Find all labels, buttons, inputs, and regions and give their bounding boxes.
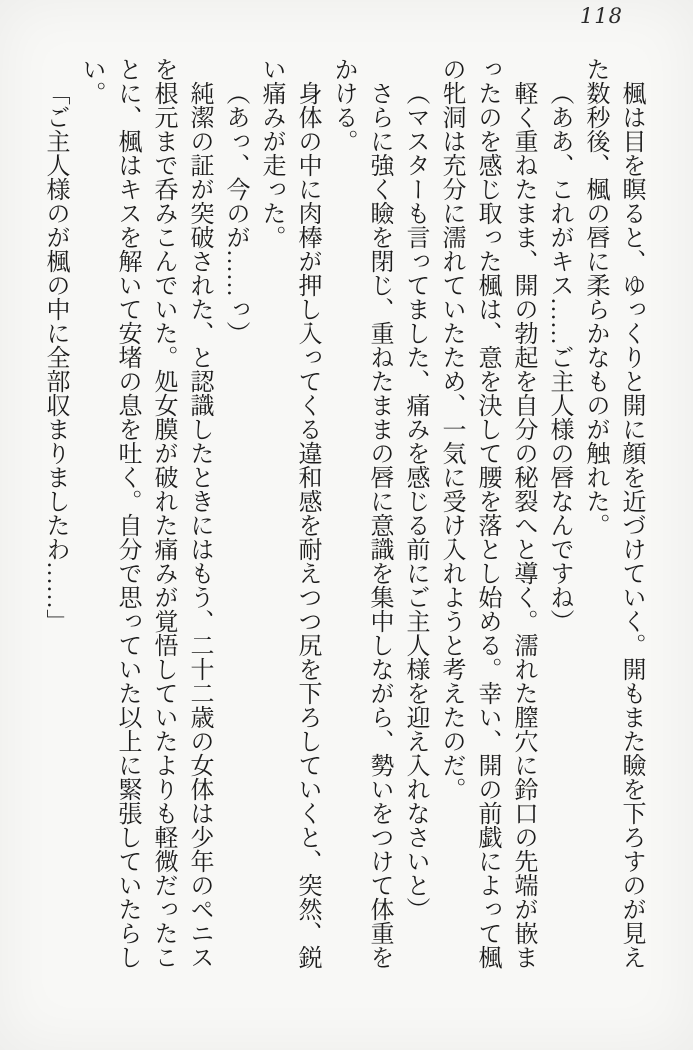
paragraph: 身体の中に肉棒が押し入ってくる違和感を耐えつつ尻を下ろしていくと、突然、鋭い痛みが走った。: [258, 57, 320, 969]
paragraph: 純潔の証が突破された、と認識したときにはもう、二十二歳の女体は少年のペニスを根元まで呑みこんでいた。処女膜が破れた痛みが覚悟していたよりも軽微だったことに、楓はキスを解いて安堵の息を吐く。自分で思っていた以上に緊張していたらしい。: [78, 57, 212, 969]
paragraph-dialogue: 「ご主人様のが楓の中に全部収まりましたわ……」: [42, 81, 68, 633]
page-number: 118: [579, 4, 623, 28]
paragraph-inner-monologue: （マスターも言ってました、痛みを感じる前にご主人様を迎え入れなさいと）: [402, 81, 428, 921]
paragraph: さらに強く瞼を閉じ、重ねたままの唇に意識を集中しながら、勢いをつけて体重をかける。: [330, 57, 392, 969]
paragraph: 軽く重ねたまま、開の勃起を自分の秘裂へと導く。濡れた膣穴に鈴口の先端が嵌まったのを感じ取った楓は、意を決して腰を落とし始める。幸い、開の前戯によって楓の牝洞は充分に濡れていたため、一気に受け入れようと考えたのだ。: [438, 57, 536, 969]
paragraph-inner-monologue: （ああ、これがキス……ご主人様の唇なんですね）: [546, 81, 572, 633]
paragraph: 楓は目を瞑ると、ゆっくりと開に顔を近づけていく。開もまた瞼を下ろすのが見えた数秒後、楓の唇に柔らかなものが触れた。: [582, 57, 644, 969]
body-text: [37, 57, 649, 975]
paragraph-inner-monologue: （あっ、今のが……っ）: [222, 81, 248, 345]
